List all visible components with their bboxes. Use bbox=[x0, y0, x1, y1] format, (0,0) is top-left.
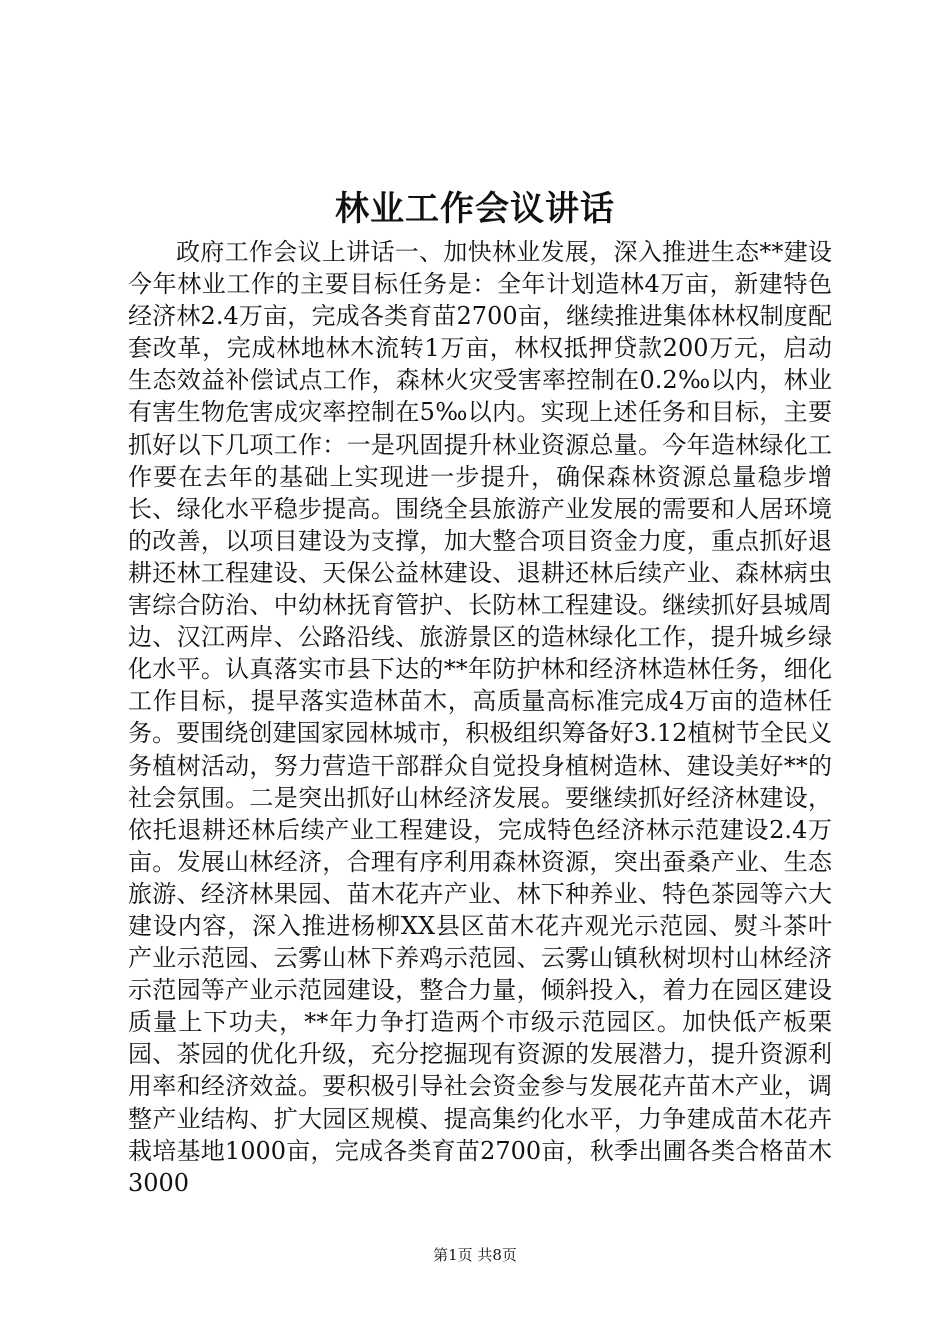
document-title: 林业工作会议讲话 bbox=[335, 189, 615, 229]
page-number-indicator: 第1页 共8页 bbox=[433, 1246, 517, 1264]
document-body-paragraph: 政府工作会议上讲话一、加快林业发展，深入推进生态**建设今年林业工作的主要目标任务是：全年计划造林4万亩，新建特色经济林2.4万亩，完成各类育苗2700亩，继续推进集体林权制度配套改革，完成林地林木流转1万亩，林权抵押贷款200万元，启动生态效益补偿试点工作，森林火灾受害率控制在0.2‰以内，林业有害生物危害成灾率控制在5‰以内。实现上述任务和目标，主要抓好以下几项工作：一是巩固提升林业资源总量。今年造林绿化工作要在去年的基础上实现进一步提升，确保森林资源总量稳步增长、绿化水平稳步提高。围绕全县旅游产业发展的需要和人居环境的改善，以项目建设为支撑，加大整合项目资金力度，重点抓好退耕还林工程建设、天保公益林建设、退耕还林后续产业、森林病虫害综合防治、中幼林抚育管护、长防林工程建设。继续抓好县城周边、汉江两岸、公路沿线、旅游景区的造林绿化工作，提升城乡绿化水平。认真落实市县下达的**年防护林和经济林造林任务，细化工作目标，提早落实造林苗木，高质量高标准完成4万亩的造林任务。要围绕创建国家园林城市，积极组织筹备好3.12植树节全民义务植树活动，努力营造干部群众自觉投身植树造林、建设美好**的社会氛围。二是突出抓好山林经济发展。要继续抓好经济林建设，依托退耕还林后续产业工程建设，完成特色经济林示范建设2.4万亩。发展山林经济，合理有序利用森林资源，突出蚕桑产业、生态旅游、经济林果园、苗木花卉产业、林下种养业、特色茶园等六大建设内容，深入推进杨柳XX县区苗木花卉观光示范园、熨斗茶叶产业示范园、云雾山林下养鸡示范园、云雾山镇秋树坝村山林经济示范园等产业示范园建设，整合力量，倾斜投入，着力在园区建设质量上下功夫，**年力争打造两个市级示范园区。加快低产板栗园、茶园的优化升级，充分挖掘现有资源的发展潜力，提升资源利用率和经济效益。要积极引导社会资金参与发展花卉苗木产业，调整产业结构、扩大园区规模、提高集约化水平，力争建成苗木花卉栽培基地1000亩，完成各类育苗2700亩，秋季出圃各类合格苗木3000 bbox=[128, 238, 832, 1197]
